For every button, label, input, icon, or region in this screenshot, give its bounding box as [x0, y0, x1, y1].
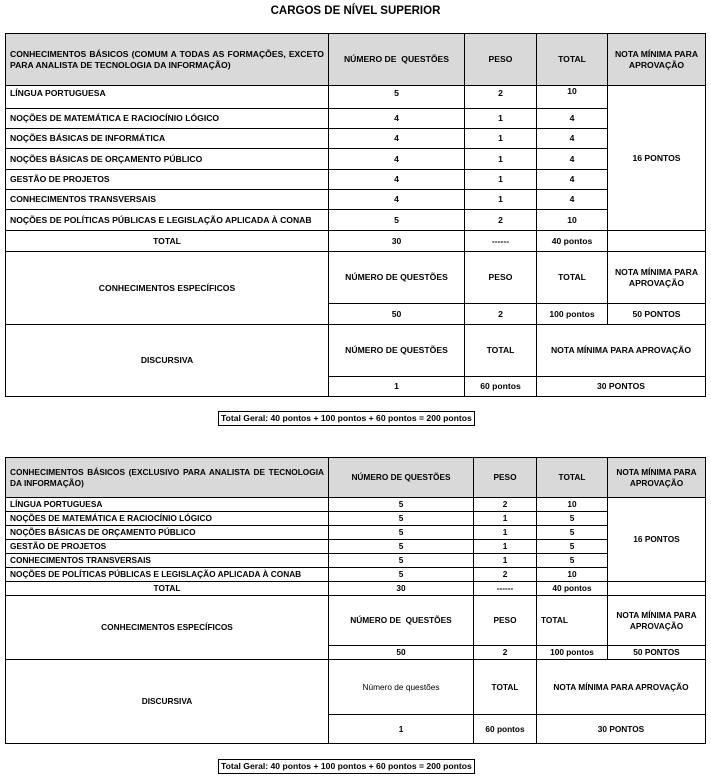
min-score-header: NOTA MÍNIMA PARA APROVAÇÃO — [608, 34, 706, 86]
essay-min: 30 PONTOS — [537, 715, 706, 744]
subject-cell: NOÇÕES DE MATEMÁTICA E RACIOCÍNIO LÓGICO — [6, 109, 329, 129]
essay-total: 60 pontos — [474, 715, 537, 744]
weight-cell: 1 — [465, 129, 537, 149]
specific-header-row — [6, 596, 706, 646]
table-header — [6, 34, 706, 86]
questions-cell: 4 — [329, 149, 465, 170]
table-row — [6, 190, 706, 210]
table-row — [6, 512, 706, 526]
weight-cell: 2 — [465, 86, 537, 109]
questions-cell: 4 — [329, 170, 465, 190]
specific-questions: 50 — [329, 646, 474, 660]
specific-min-header: NOTA MÍNIMA PARA APROVAÇÃO — [608, 596, 706, 646]
table-row — [6, 554, 706, 568]
subject-cell: NOÇÕES BÁSICAS DE INFORMÁTICA — [6, 129, 329, 149]
table-row — [6, 498, 706, 512]
weight-cell: 1 — [474, 512, 537, 526]
total-label: TOTAL — [6, 582, 329, 596]
subject-cell: CONHECIMENTOS TRANSVERSAIS — [6, 554, 329, 568]
specific-weight-header: PESO — [474, 596, 537, 646]
min-score-header: NOTA MÍNIMA PARA APROVAÇÃO — [608, 458, 706, 498]
weight-cell: 1 — [465, 109, 537, 129]
weight-cell: 1 — [465, 149, 537, 170]
weight-cell: 1 — [474, 540, 537, 554]
essay-questions: 1 — [329, 377, 465, 397]
table-row — [6, 568, 706, 582]
total-cell: 5 — [537, 512, 608, 526]
weight-cell: 2 — [465, 210, 537, 231]
table-row — [6, 540, 706, 554]
essay-header-row — [6, 325, 706, 377]
table-header — [6, 458, 706, 498]
total-cell: 10 — [537, 86, 608, 109]
total-cell: 4 — [537, 170, 608, 190]
specific-questions-header: NÚMERO DE QUESTÕES — [329, 252, 465, 304]
questions-cell: 5 — [329, 526, 474, 540]
total-header: TOTAL — [537, 34, 608, 86]
questions-cell: 5 — [329, 86, 465, 109]
total-cell: 10 — [537, 568, 608, 582]
subject-cell: LÍNGUA PORTUGUESA — [6, 498, 329, 512]
specific-total: 100 pontos — [537, 304, 608, 325]
grand-total: Total Geral: 40 pontos + 100 pontos + 60 pontos = 200 pontos — [218, 759, 475, 774]
essay-label: DISCURSIVA — [6, 660, 329, 744]
essay-label: DISCURSIVA — [6, 325, 329, 397]
subject-cell: GESTÃO DE PROJETOS — [6, 170, 329, 190]
weight-cell: 1 — [465, 190, 537, 210]
weight-header: PESO — [465, 34, 537, 86]
grand-total: Total Geral: 40 pontos + 100 pontos + 60 pontos = 200 pontos — [218, 411, 475, 426]
specific-label: CONHECIMENTOS ESPECÍFICOS — [6, 252, 329, 325]
table-row — [6, 526, 706, 540]
essay-min: 30 PONTOS — [537, 377, 706, 397]
questions-cell: 5 — [329, 554, 474, 568]
specific-total-header: TOTAL — [537, 252, 608, 304]
section-header: CONHECIMENTOS BÁSICOS (COMUM A TODAS AS FORMAÇÕES, EXCETO PARA ANALISTA DE TECNOLOGIA DA INFORMAÇÃO) — [6, 34, 329, 86]
empty-cell — [608, 582, 706, 596]
essay-questions-header: Número de questões — [329, 660, 474, 715]
total-points: 40 pontos — [537, 231, 608, 252]
subject-cell: CONHECIMENTOS TRANSVERSAIS — [6, 190, 329, 210]
essay-total: 60 pontos — [465, 377, 537, 397]
specific-header-row — [6, 252, 706, 304]
essay-min-header: NOTA MÍNIMA PARA APROVAÇÃO — [537, 325, 706, 377]
specific-label: CONHECIMENTOS ESPECÍFICOS — [6, 596, 329, 660]
questions-cell: 5 — [329, 498, 474, 512]
subject-cell: NOÇÕES BÁSICAS DE ORÇAMENTO PÚBLICO — [6, 526, 329, 540]
essay-min-header: NOTA MÍNIMA PARA APROVAÇÃO — [537, 660, 706, 715]
total-cell: 5 — [537, 540, 608, 554]
empty-cell — [608, 231, 706, 252]
essay-questions: 1 — [329, 715, 474, 744]
total-cell: 4 — [537, 149, 608, 170]
specific-questions-header: NÚMERO DE QUESTÕES — [329, 596, 474, 646]
total-label: TOTAL — [6, 231, 329, 252]
specific-total: 100 pontos — [537, 646, 608, 660]
table-row — [6, 170, 706, 190]
questions-cell: 5 — [329, 568, 474, 582]
total-row — [6, 231, 706, 252]
specific-min: 50 PONTOS — [608, 304, 706, 325]
questions-cell: 4 — [329, 190, 465, 210]
weight-cell: 1 — [465, 170, 537, 190]
specific-total-header: TOTAL — [537, 596, 608, 646]
min-score-cell: 16 PONTOS — [608, 86, 706, 231]
essay-total-header: TOTAL — [474, 660, 537, 715]
total-weight: ------ — [474, 582, 537, 596]
specific-min-header: NOTA MÍNIMA PARA APROVAÇÃO — [608, 252, 706, 304]
total-cell: 10 — [537, 210, 608, 231]
specific-questions: 50 — [329, 304, 465, 325]
min-score-cell: 16 PONTOS — [608, 498, 706, 582]
subject-cell: NOÇÕES DE MATEMÁTICA E RACIOCÍNIO LÓGICO — [6, 512, 329, 526]
total-cell: 4 — [537, 109, 608, 129]
total-row — [6, 582, 706, 596]
total-questions: 30 — [329, 582, 474, 596]
table-row — [6, 149, 706, 170]
subject-cell: NOÇÕES DE POLÍTICAS PÚBLICAS E LEGISLAÇÃO APLICADA À CONAB — [6, 210, 329, 231]
questions-header: NÚMERO DE QUESTÕES — [329, 458, 474, 498]
questions-header: NÚMERO DE QUESTÕES — [329, 34, 465, 86]
subject-cell: NOÇÕES DE POLÍTICAS PÚBLICAS E LEGISLAÇÃO APLICADA À CONAB — [6, 568, 329, 582]
scores-table-it-analyst — [5, 457, 706, 744]
questions-cell: 5 — [329, 540, 474, 554]
essay-questions-header: NÚMERO DE QUESTÕES — [329, 325, 465, 377]
subject-cell: LÍNGUA PORTUGUESA — [6, 86, 329, 109]
total-cell: 10 — [537, 498, 608, 512]
total-header: TOTAL — [537, 458, 608, 498]
subject-cell: GESTÃO DE PROJETOS — [6, 540, 329, 554]
weight-cell: 1 — [474, 526, 537, 540]
weight-cell: 1 — [474, 554, 537, 568]
specific-weight-header: PESO — [465, 252, 537, 304]
total-weight: ------ — [465, 231, 537, 252]
questions-cell: 4 — [329, 109, 465, 129]
total-cell: 5 — [537, 554, 608, 568]
questions-cell: 4 — [329, 129, 465, 149]
section-header: CONHECIMENTOS BÁSICOS (EXCLUSIVO PARA ANALISTA DE TECNOLOGIA DA INFORMAÇÃO) — [6, 458, 329, 498]
total-cell: 5 — [537, 526, 608, 540]
table-row — [6, 86, 706, 109]
total-cell: 4 — [537, 129, 608, 149]
essay-total-header: TOTAL — [465, 325, 537, 377]
table-row — [6, 109, 706, 129]
subject-cell: NOÇÕES BÁSICAS DE ORÇAMENTO PÚBLICO — [6, 149, 329, 170]
total-points: 40 pontos — [537, 582, 608, 596]
scores-table-general — [5, 33, 706, 397]
weight-cell: 2 — [474, 498, 537, 512]
specific-weight: 2 — [474, 646, 537, 660]
questions-cell: 5 — [329, 512, 474, 526]
weight-header: PESO — [474, 458, 537, 498]
specific-min: 50 PONTOS — [608, 646, 706, 660]
essay-header-row — [6, 660, 706, 715]
table-row — [6, 210, 706, 231]
weight-cell: 2 — [474, 568, 537, 582]
questions-cell: 5 — [329, 210, 465, 231]
total-questions: 30 — [329, 231, 465, 252]
table-row — [6, 129, 706, 149]
page-title: CARGOS DE NÍVEL SUPERIOR — [270, 5, 441, 17]
specific-weight: 2 — [465, 304, 537, 325]
total-cell: 4 — [537, 190, 608, 210]
